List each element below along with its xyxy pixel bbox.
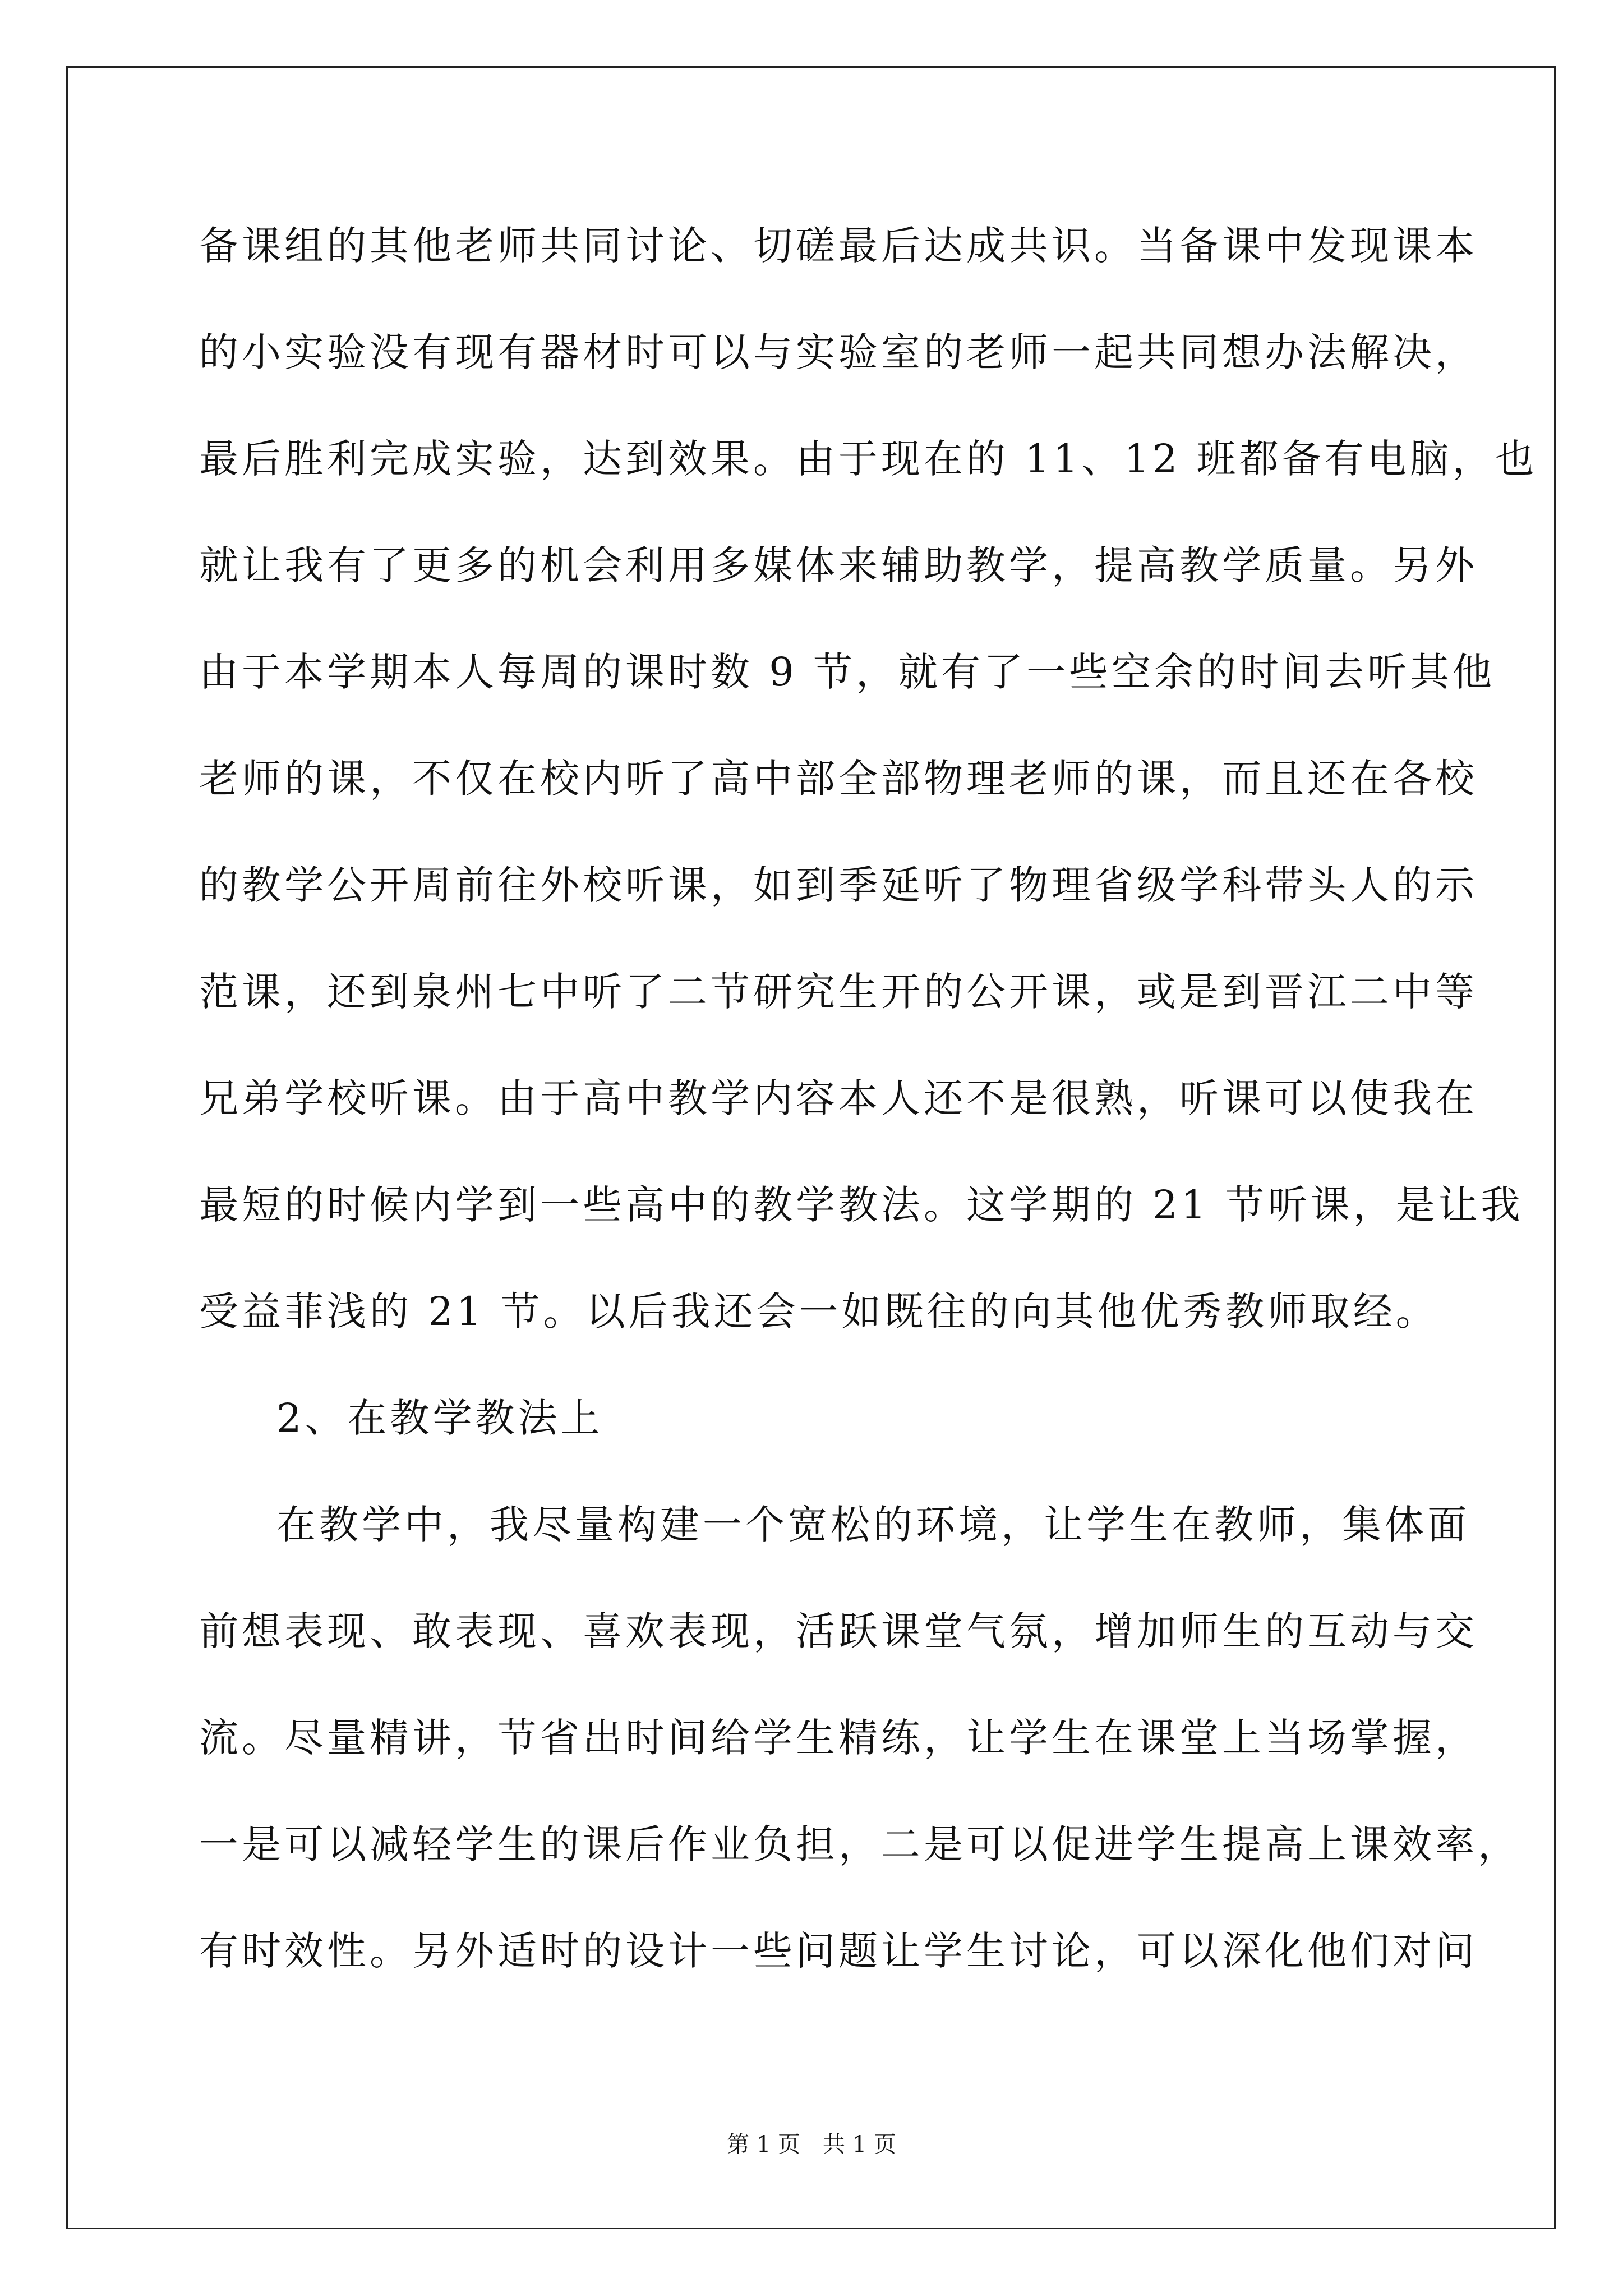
text-line: 流。尽量精讲，节省出时间给学生精练，让学生在课堂上当场掌握， xyxy=(199,1715,1478,1761)
text-line: 前想表现、敢表现、喜欢表现，活跃课堂气氛，增加师生的互动与交 xyxy=(199,1608,1478,1654)
text-line: 的教学公开周前往外校听课，如到季延听了物理省级学科带头人的示 xyxy=(199,862,1478,908)
text-line: 受益菲浅的 21 节。以后我还会一如既往的向其他优秀教师取经。 xyxy=(199,1289,1438,1335)
text-line: 备课组的其他老师共同讨论、切磋最后达成共识。当备课中发现课本 xyxy=(199,223,1478,269)
text-line: 就让我有了更多的机会利用多媒体来辅助教学，提高教学质量。另外 xyxy=(199,542,1478,588)
text-line: 由于本学期本人每周的课时数 9 节，就有了一些空余的时间去听其他 xyxy=(199,649,1496,695)
page-number: 第 1 页 共 1 页 xyxy=(727,2132,896,2157)
text-line: 有时效性。另外适时的设计一些问题让学生讨论，可以深化他们对问 xyxy=(199,1928,1478,1974)
text-line: 在教学中，我尽量构建一个宽松的环境，让学生在教师，集体面 xyxy=(276,1502,1470,1548)
text-line: 最短的时候内学到一些高中的教学教法。这学期的 21 节听课，是让我 xyxy=(199,1182,1524,1228)
page-border xyxy=(66,66,1556,2229)
text-line: 一是可以减轻学生的课后作业负担，二是可以促进学生提高上课效率， xyxy=(199,1821,1520,1867)
section-heading: 2、在教学教法上 xyxy=(276,1395,603,1441)
text-line: 兄弟学校听课。由于高中教学内容本人还不是很熟，听课可以使我在 xyxy=(199,1075,1478,1121)
text-line: 范课，还到泉州七中听了二节研究生开的公开课，或是到晋江二中等 xyxy=(199,969,1478,1015)
text-line: 的小实验没有现有器材时可以与实验室的老师一起共同想办法解决， xyxy=(199,329,1478,375)
text-line: 最后胜利完成实验，达到效果。由于现在的 11、12 班都备有电脑，也 xyxy=(199,436,1538,482)
text-line: 老师的课，不仅在校内听了高中部全部物理老师的课，而且还在各校 xyxy=(199,756,1478,802)
